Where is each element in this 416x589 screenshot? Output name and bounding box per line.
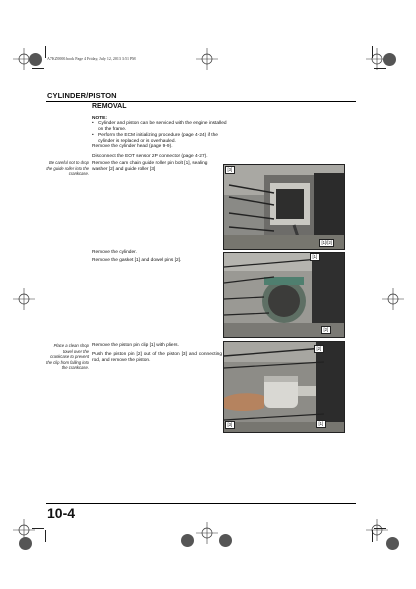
callout-label: [1]	[310, 253, 320, 261]
crop-mark	[372, 46, 373, 58]
side-note-shop-towel: Place a clean shop towel over the crankcase to prevent the clip from falling into the crankcase.	[46, 343, 89, 371]
print-slug: A7KZ0000.book Page 4 Friday, July 12, 2013 3:51 PM	[47, 56, 136, 61]
note-list	[92, 121, 227, 145]
registration-mark-bottom-right	[366, 519, 388, 541]
crop-mark	[45, 530, 46, 542]
note-item: • Cylinder and piston can be serviced with the engine installed on the frame.	[92, 121, 227, 133]
callout-label: [1]	[316, 420, 326, 428]
callout-label: [2]	[321, 326, 331, 334]
callout-label: [1]/[2]	[319, 239, 334, 247]
callout-label: [3]	[225, 421, 235, 429]
page-number: 10-4	[47, 505, 76, 521]
step-text: Remove the cylinder head (page 9-9).	[92, 144, 173, 149]
registration-mark-right-middle	[382, 288, 404, 310]
note-label: NOTE:	[92, 116, 107, 121]
crop-mark	[45, 46, 46, 58]
crop-mark	[32, 528, 44, 529]
header-rule	[46, 101, 356, 102]
removal-heading: REMOVAL	[92, 103, 127, 110]
printer-dot-top-left	[29, 53, 42, 66]
crop-mark	[372, 530, 373, 542]
callout-label: [3]	[225, 166, 235, 174]
registration-mark-bottom-center	[196, 522, 218, 544]
crop-mark	[374, 68, 386, 69]
printer-dot-top-right	[383, 53, 396, 66]
step-text: Remove the piston pin clip [1] with pliers.	[92, 343, 179, 348]
side-note-guide-roller: Be careful not to drop the guide roller into the crankcase.	[46, 160, 89, 177]
printer-dot-bottom-right	[386, 537, 399, 550]
callout-label: [2]	[314, 345, 324, 353]
printer-dot-bottom-center-left	[181, 534, 194, 547]
step-text: Push the piston pin [2] out of the piston [3] and connecting rod, and remove the piston.	[92, 352, 222, 363]
photo-piston-pin-removal	[223, 341, 345, 433]
photo-cam-chain-guide-roller	[223, 164, 345, 250]
crop-mark	[32, 68, 44, 69]
registration-mark-left-middle	[13, 288, 35, 310]
registration-mark-top-center	[196, 48, 218, 70]
note-block	[92, 116, 227, 145]
note-item: • Perform the ECM initializing procedure (page 4-24) if the cylinder is replaced or is overhauled.	[92, 133, 227, 145]
printer-dot-bottom-left	[19, 537, 32, 550]
printer-dot-bottom-center-right	[219, 534, 232, 547]
step-text: Remove the cylinder.	[92, 250, 137, 255]
footer-rule	[46, 503, 356, 504]
step-text: Remove the gasket [1] and dowel pins [2].	[92, 258, 182, 263]
section-title: CYLINDER/PISTON	[47, 91, 117, 100]
step-text: Disconnect the EOT sensor 2P connector (page 4-27).	[92, 154, 208, 159]
step-text: Remove the cam chain guide roller pin bolt [1], sealing washer [2] and guide roller [3]	[92, 161, 208, 172]
crop-mark	[374, 528, 386, 529]
